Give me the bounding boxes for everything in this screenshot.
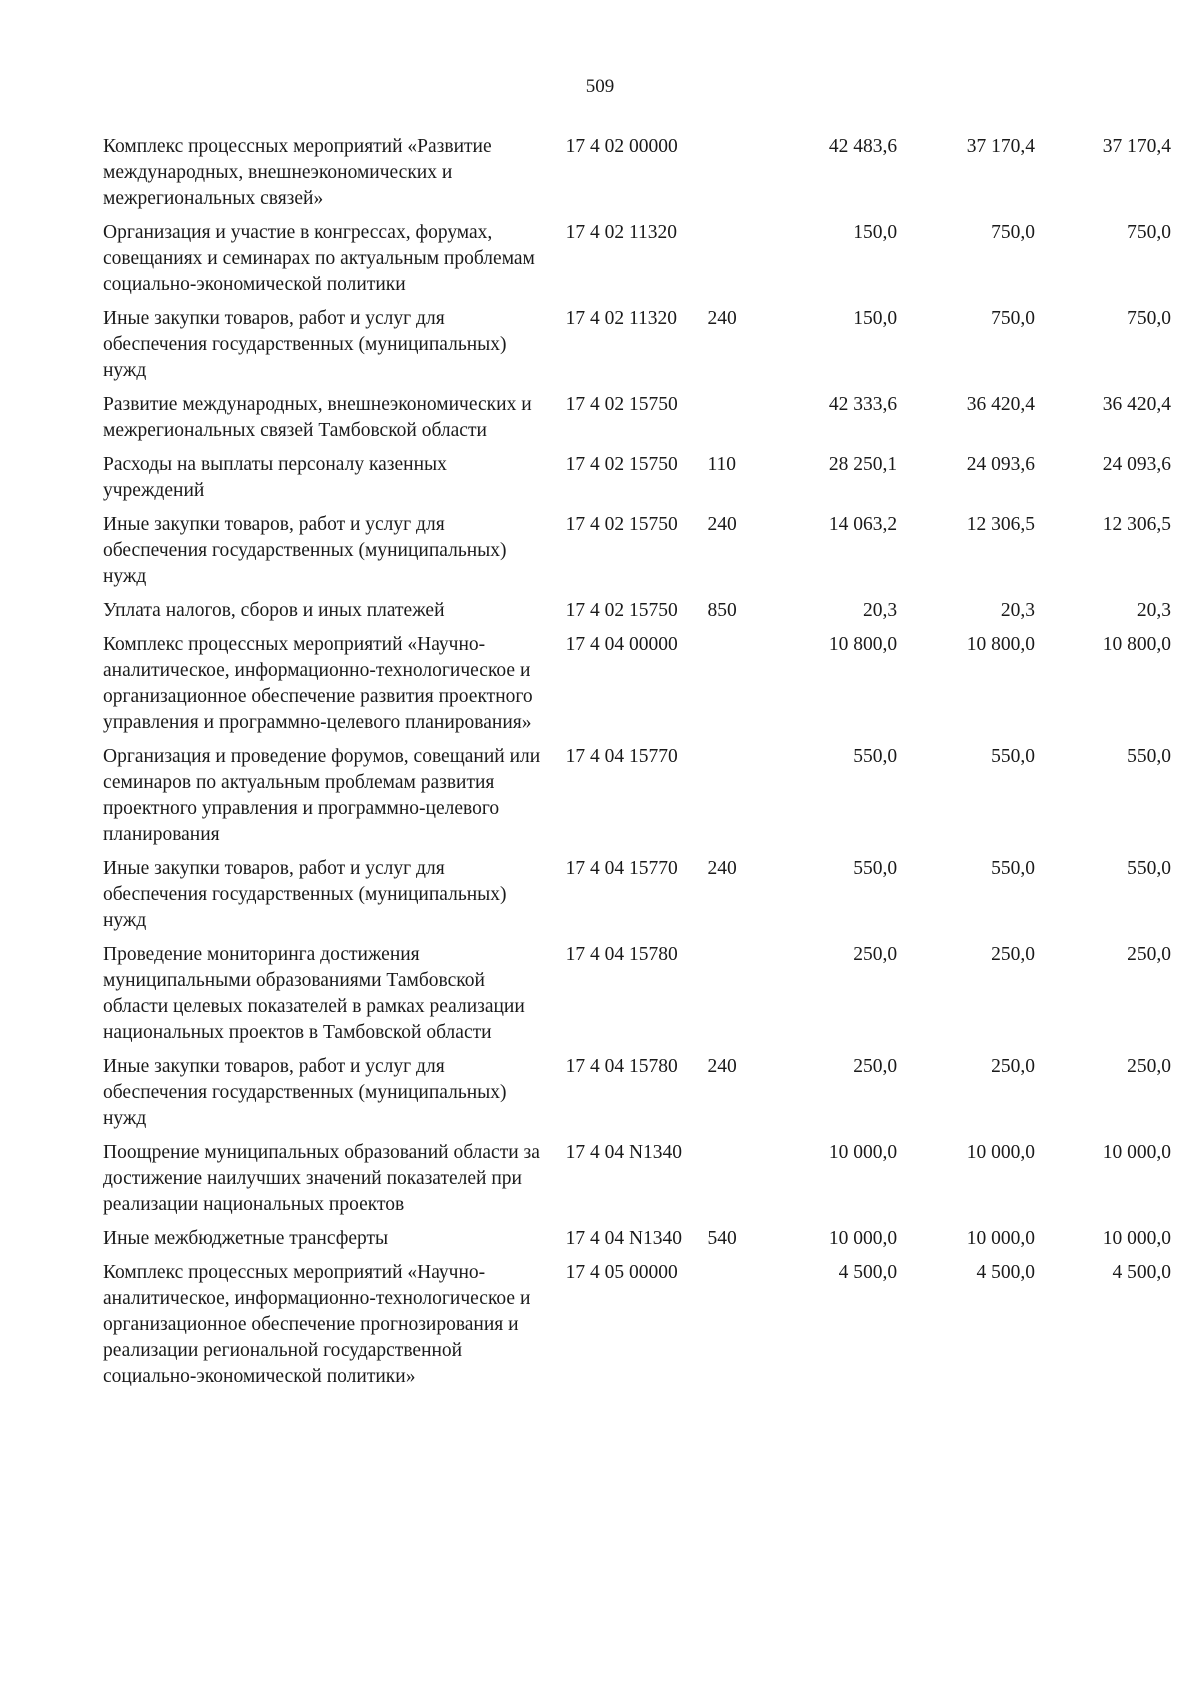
table-row (103, 598, 1171, 624)
amount-year-2: 36 420,4 (966, 394, 1036, 415)
row-name: Иные закупки товаров, работ и услуг для обеспечения государственных (муниципальных) нужд (103, 308, 507, 381)
amount-year-3: 550,0 (1127, 746, 1171, 767)
target-article-code: 17 4 02 15750 (565, 454, 678, 475)
amount-year-1: 10 000,0 (828, 1142, 898, 1163)
target-article-code: 17 4 05 00000 (565, 1262, 678, 1283)
amount-year-2: 750,0 (991, 308, 1036, 329)
amount-year-3: 10 000,0 (1102, 1142, 1171, 1163)
row-name: Развитие международных, внешнеэкономических и межрегиональных связей Тамбовской области (103, 394, 532, 441)
table-row (103, 452, 1171, 504)
row-name: Иные закупки товаров, работ и услуг для обеспечения государственных (муниципальных) нужд (103, 514, 507, 587)
table-row (103, 1140, 1171, 1218)
row-name: Проведение мониторинга достижения муниципальными образованиями Тамбовской области целевых показателей в рамках реализации национальных проектов в Тамбовской области (103, 944, 525, 1043)
amount-year-2: 10 000,0 (966, 1228, 1036, 1249)
table-row (103, 512, 1171, 590)
amount-year-1: 150,0 (853, 308, 898, 329)
amount-year-1: 4 500,0 (838, 1262, 898, 1283)
amount-year-1: 42 483,6 (828, 136, 898, 157)
table-row (103, 856, 1171, 934)
amount-year-1: 10 800,0 (828, 634, 898, 655)
target-article-code: 17 4 04 N1340 (565, 1228, 683, 1249)
row-name: Иные закупки товаров, работ и услуг для обеспечения государственных (муниципальных) нужд (103, 858, 507, 931)
row-name: Комплекс процессных мероприятий «Развитие международных, внешнеэкономических и межрегиональных связей» (103, 136, 492, 209)
amount-year-3: 20,3 (1136, 600, 1171, 621)
row-name: Комплекс процессных мероприятий «Научно-аналитическое, информационно-технологическое и организационное обеспечение развития проектного управления и программно-целевого планирования» (103, 634, 533, 733)
amount-year-1: 250,0 (853, 1056, 898, 1077)
expense-type-code: 850 (707, 600, 737, 621)
amount-year-3: 36 420,4 (1102, 394, 1171, 415)
amount-year-2: 250,0 (991, 1056, 1036, 1077)
amount-year-3: 250,0 (1127, 1056, 1171, 1077)
budget-table (103, 134, 1171, 1398)
amount-year-1: 150,0 (853, 222, 898, 243)
target-article-code: 17 4 02 15750 (565, 600, 678, 621)
target-article-code: 17 4 02 15750 (565, 394, 678, 415)
amount-year-1: 550,0 (853, 858, 898, 879)
expense-type-code: 240 (707, 858, 737, 879)
amount-year-3: 750,0 (1127, 308, 1171, 329)
amount-year-1: 14 063,2 (828, 514, 898, 535)
amount-year-2: 10 000,0 (966, 1142, 1036, 1163)
row-name: Расходы на выплаты персоналу казенных учреждений (103, 454, 447, 501)
expense-type-code: 110 (707, 454, 737, 475)
table-row (103, 220, 1171, 298)
amount-year-2: 20,3 (1000, 600, 1036, 621)
target-article-code: 17 4 02 11320 (565, 222, 677, 243)
amount-year-3: 37 170,4 (1102, 136, 1171, 157)
target-article-code: 17 4 02 15750 (565, 514, 678, 535)
expense-type-code: 240 (707, 514, 737, 535)
row-name: Иные закупки товаров, работ и услуг для обеспечения государственных (муниципальных) нужд (103, 1056, 507, 1129)
table-row (103, 744, 1171, 848)
amount-year-2: 10 800,0 (966, 634, 1036, 655)
amount-year-3: 4 500,0 (1112, 1262, 1171, 1283)
target-article-code: 17 4 02 11320 (565, 308, 677, 329)
amount-year-2: 4 500,0 (976, 1262, 1036, 1283)
amount-year-2: 12 306,5 (966, 514, 1036, 535)
row-name: Комплекс процессных мероприятий «Научно-аналитическое, информационно-технологическое и организационное обеспечение прогнозирования и реализации региональной государственной социально-экономической политики» (103, 1262, 531, 1387)
table-row (103, 1260, 1171, 1390)
amount-year-1: 20,3 (862, 600, 898, 621)
expense-type-code: 540 (707, 1228, 737, 1249)
table-row (103, 1226, 1171, 1252)
page-number: 509 (585, 76, 615, 97)
amount-year-1: 28 250,1 (828, 454, 898, 475)
row-name: Организация и участие в конгрессах, форумах, совещаниях и семинарах по актуальным проблемам социально-экономической политики (103, 222, 535, 295)
amount-year-2: 550,0 (991, 746, 1036, 767)
amount-year-2: 250,0 (991, 944, 1036, 965)
amount-year-3: 12 306,5 (1102, 514, 1171, 535)
amount-year-3: 10 000,0 (1102, 1228, 1171, 1249)
amount-year-3: 550,0 (1127, 858, 1171, 879)
target-article-code: 17 4 04 15780 (565, 1056, 678, 1077)
table-row (103, 1054, 1171, 1132)
target-article-code: 17 4 04 N1340 (565, 1142, 683, 1163)
row-name: Организация и проведение форумов, совещаний или семинаров по актуальным проблемам развития проектного управления и программно-целевого планирования (103, 746, 541, 845)
row-name: Поощрение муниципальных образований области за достижение наилучших значений показателей при реализации национальных проектов (103, 1142, 540, 1215)
table-row (103, 134, 1171, 212)
amount-year-1: 550,0 (853, 746, 898, 767)
amount-year-2: 550,0 (991, 858, 1036, 879)
amount-year-2: 24 093,6 (966, 454, 1036, 475)
table-row (103, 392, 1171, 444)
expense-type-code: 240 (707, 1056, 737, 1077)
amount-year-3: 250,0 (1127, 944, 1171, 965)
table-row (103, 632, 1171, 736)
table-row (103, 942, 1171, 1046)
row-name: Уплата налогов, сборов и иных платежей (103, 600, 445, 621)
target-article-code: 17 4 04 15780 (565, 944, 678, 965)
amount-year-3: 750,0 (1127, 222, 1171, 243)
amount-year-1: 42 333,6 (828, 394, 898, 415)
target-article-code: 17 4 04 00000 (565, 634, 678, 655)
amount-year-2: 750,0 (991, 222, 1036, 243)
amount-year-3: 24 093,6 (1102, 454, 1171, 475)
row-name: Иные межбюджетные трансферты (103, 1228, 389, 1249)
target-article-code: 17 4 02 00000 (565, 136, 678, 157)
target-article-code: 17 4 04 15770 (565, 746, 678, 767)
amount-year-3: 10 800,0 (1102, 634, 1171, 655)
amount-year-1: 250,0 (853, 944, 898, 965)
target-article-code: 17 4 04 15770 (565, 858, 678, 879)
amount-year-2: 37 170,4 (966, 136, 1036, 157)
amount-year-1: 10 000,0 (828, 1228, 898, 1249)
expense-type-code: 240 (707, 308, 737, 329)
table-row (103, 306, 1171, 384)
